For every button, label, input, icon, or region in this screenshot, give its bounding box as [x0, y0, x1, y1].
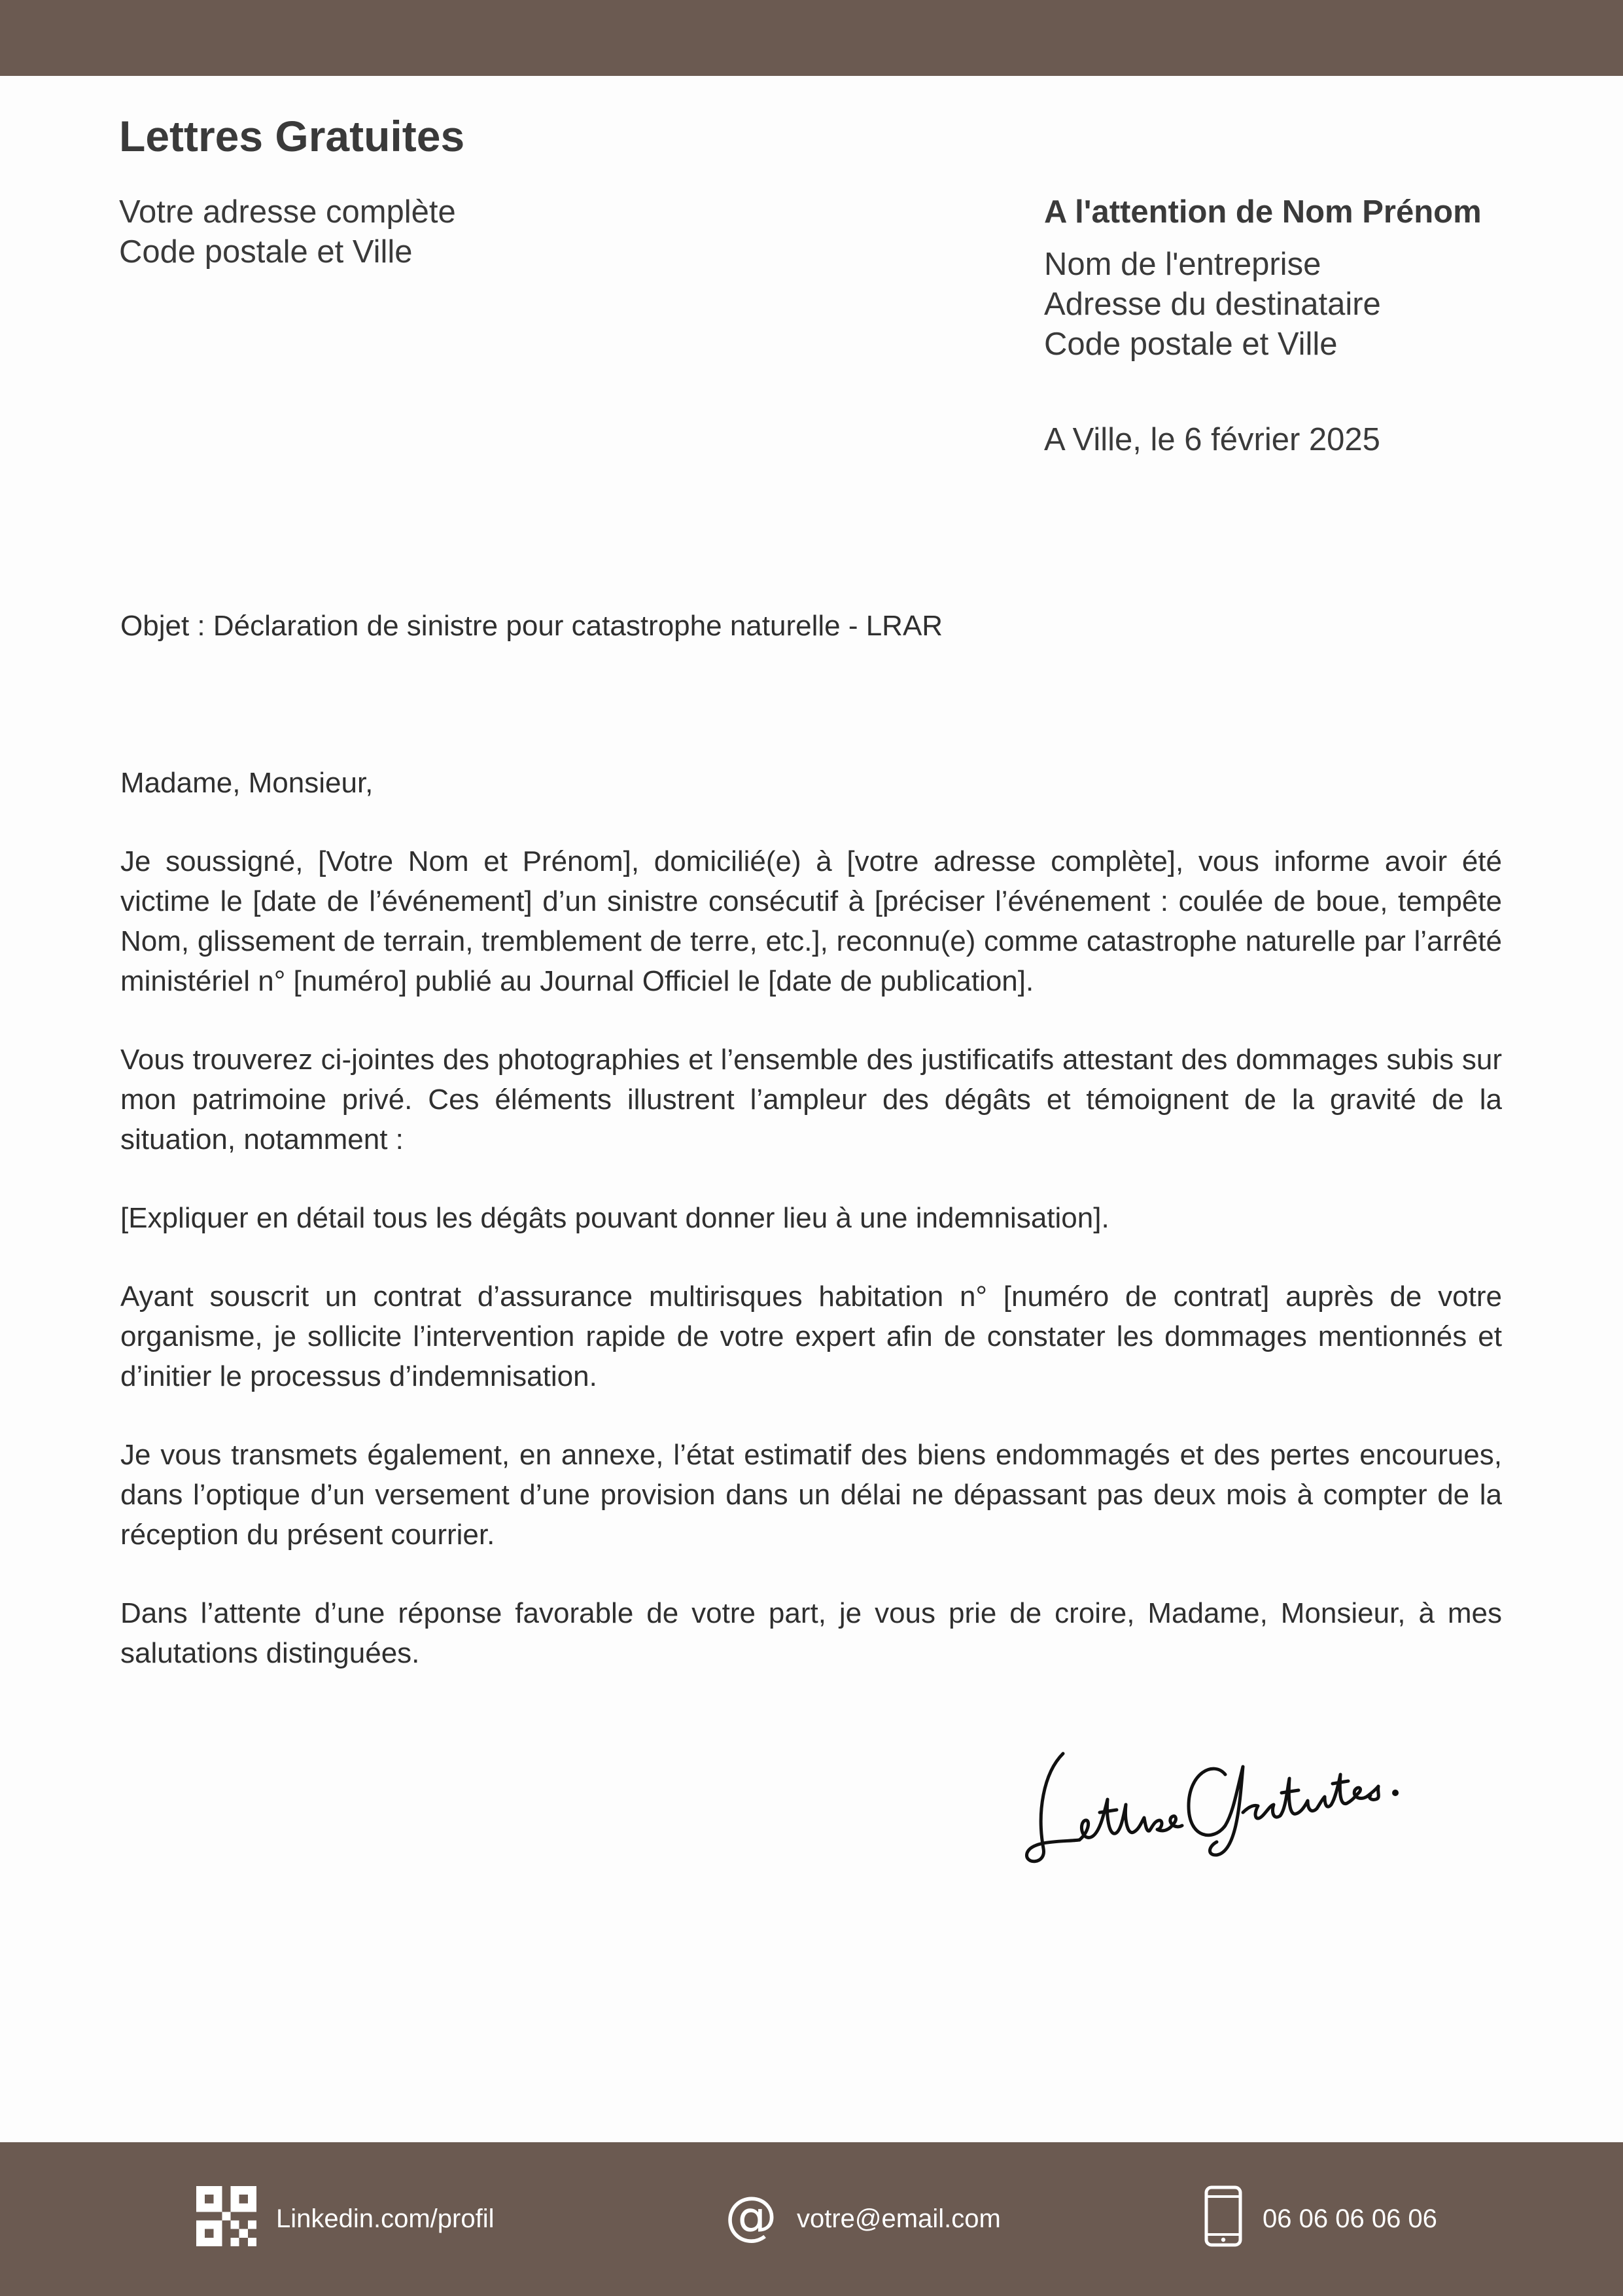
phone-number[interactable]: 06 06 06 06 06	[1263, 2204, 1437, 2233]
body-paragraph-2: Vous trouverez ci-jointes des photographies et l’ensemble des justificatifs attestant des dommages subis sur mon patrimoine privé. Ces éléments illustrent l’ampleur des dégâts et témoignent de la gravité de la situation, notamment :	[120, 1044, 1502, 1156]
recipient-address: Adresse du destinataire	[1044, 287, 1381, 322]
letter-subject: Objet : Déclaration de sinistre pour catastrophe naturelle - LRAR	[120, 610, 943, 642]
closing-paragraph: Dans l’attente d’une réponse favorable de votre part, je vous prie de croire, Madame, Monsieur, à mes salutations distinguées.	[120, 1597, 1502, 1669]
body-paragraph-3: [Expliquer en détail tous les dégâts pouvant donner lieu à une indemnisation].	[120, 1202, 1109, 1234]
footer-linkedin[interactable]	[196, 2142, 495, 2296]
sender-city-line: Code postale et Ville	[119, 234, 413, 270]
at-sign-icon: @	[725, 2185, 777, 2246]
recipient-city-line: Code postale et Ville	[1044, 327, 1338, 362]
top-accent-bar	[0, 0, 1623, 76]
recipient-attention: A l'attention de Nom Prénom	[1044, 194, 1482, 230]
footer-phone[interactable]	[1204, 2142, 1437, 2296]
greeting: Madame, Monsieur,	[120, 767, 374, 799]
linkedin-link[interactable]: Linkedin.com/profil	[276, 2204, 495, 2233]
recipient-block	[1044, 190, 1482, 364]
sender-address-block	[119, 192, 456, 272]
body-paragraph-4: Ayant souscrit un contrat d’assurance multirisques habitation n° [numéro de contrat] auprès de votre organisme, je sollicite l’intervention rapide de votre expert afin de constater les dommages mentionnés et d’initier le processus d’indemnisation.	[120, 1280, 1502, 1392]
body-paragraph-1: Je soussigné, [Votre Nom et Prénom], domicilié(e) à [votre adresse complète], vous informe avoir été victime le [date de l’événement] d’un sinistre consécutif à [préciser l’événement : coulée de boue, tempête Nom, glissement de terrain, tremblement de terre, etc.], reconnu(e) comme catastrophe naturelle par l’arrêté ministériel n° [numéro] publié au Journal Officiel le [date de publication].	[120, 845, 1502, 997]
recipient-company: Nom de l'entreprise	[1044, 247, 1321, 282]
qr-code-icon	[196, 2186, 256, 2253]
body-paragraph-5: Je vous transmets également, en annexe, l’état estimatif des biens endommagés et des pertes encourues, dans l’optique d’un versement d’une provision dans un délai ne dépassant pas deux mois à compter de la réception du présent courrier.	[120, 1439, 1502, 1551]
email-link[interactable]: votre@email.com	[797, 2204, 1001, 2233]
letter-body	[120, 763, 1502, 1712]
footer-bar	[0, 2142, 1623, 2296]
sender-address-line: Votre adresse complète	[119, 194, 456, 230]
brand-title: Lettres Gratuites	[119, 112, 465, 160]
footer-email[interactable]	[725, 2142, 1001, 2296]
smartphone-icon	[1204, 2185, 1243, 2254]
letter-date: A Ville, le 6 février 2025	[1044, 422, 1380, 457]
handwritten-signature	[1017, 1701, 1410, 1871]
